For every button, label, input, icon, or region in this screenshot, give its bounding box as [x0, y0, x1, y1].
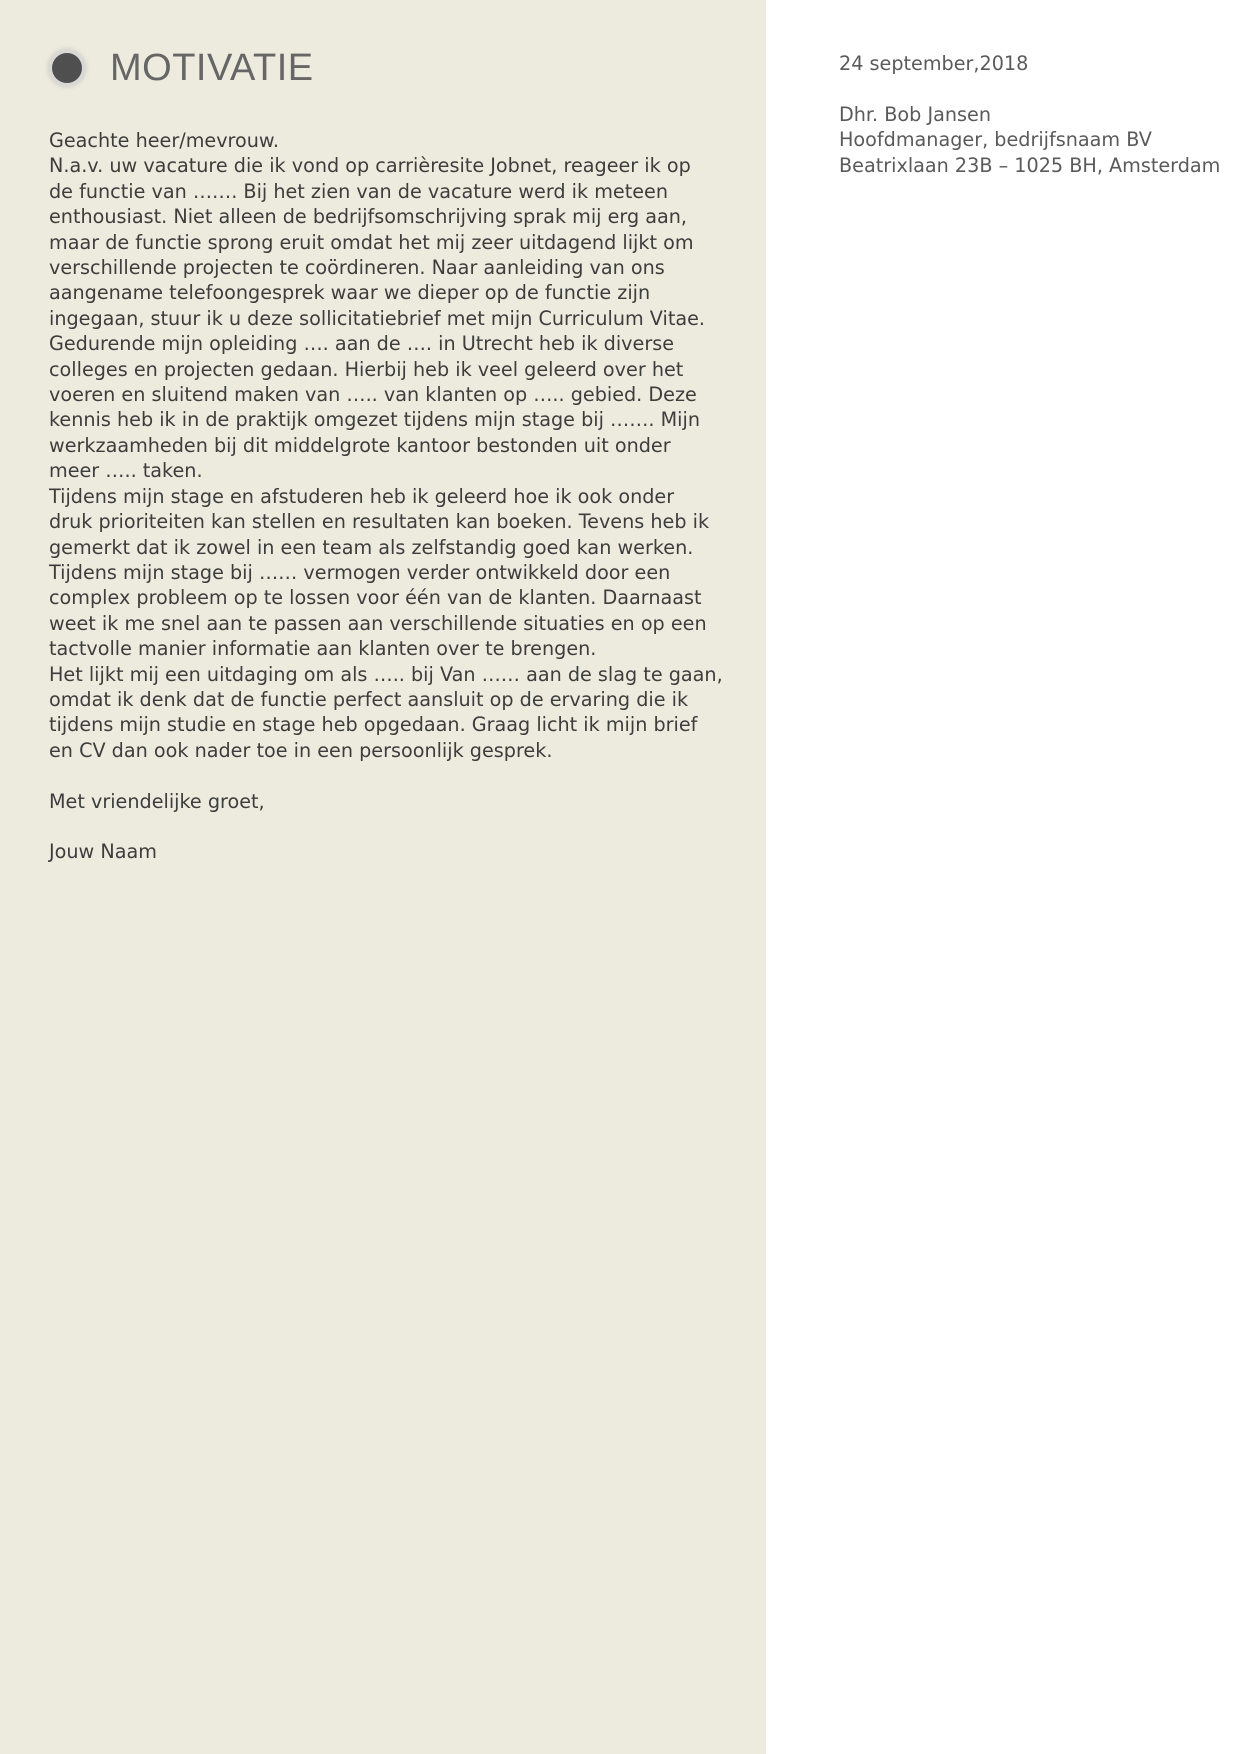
paragraph-2	[49, 484, 739, 662]
closing: Met vriendelijke groet,	[49, 789, 265, 813]
recipient-address: Beatrixlaan 23B – 1025 BH, Amsterdam	[839, 153, 1221, 177]
text-line: voeren en sluitend maken van ….. van klanten op ….. gebied. Deze	[49, 383, 697, 407]
text-line: ingegaan, stuur ik u deze sollicitatiebrief met mijn Curriculum Vitae.	[49, 306, 706, 330]
text-line: kennis heb ik in de praktijk omgezet tijdens mijn stage bij ……. Mijn	[49, 408, 700, 432]
spacer	[49, 763, 739, 788]
recipient-position: Hoofdmanager, bedrijfsnaam BV	[839, 128, 1152, 152]
text-line: N.a.v. uw vacature die ik vond op carrièresite Jobnet, reageer ik op	[49, 154, 691, 178]
header	[48, 44, 314, 92]
text-line: werkzaamheden bij dit middelgrote kantoor bestonden uit onder	[49, 433, 671, 457]
page-title: MOTIVATIE	[110, 47, 314, 89]
salutation: Geachte heer/mevrouw.	[49, 129, 279, 152]
text-line: gemerkt dat ik zowel in een team als zelfstandig goed kan werken.	[49, 535, 694, 559]
text-line: en CV dan ook nader toe in een persoonlijk gesprek.	[49, 738, 553, 762]
text-line: druk prioriteiten kan stellen en resultaten kan boeken. Tevens heb ik	[49, 510, 710, 534]
recipient-block	[839, 102, 1220, 178]
letter-date: 24 september,2018	[839, 52, 1029, 75]
text-line: omdat ik denk dat de functie perfect aansluit op de ervaring die ik	[49, 687, 689, 711]
letter-body	[49, 128, 739, 865]
signature: Jouw Naam	[49, 840, 157, 864]
right-panel	[766, 0, 1240, 1754]
text-line: maar de functie sprong eruit omdat het mij zeer uitdagend lijkt om	[49, 230, 694, 254]
text-line: Gedurende mijn opleiding …. aan de …. in Utrecht heb ik diverse	[49, 332, 675, 356]
text-line: complex probleem op te lossen voor één van de klanten. Daarnaast	[49, 586, 702, 610]
spacer	[49, 814, 739, 839]
text-line: tijdens mijn studie en stage heb opgedaan. Graag licht ik mijn brief	[49, 713, 698, 737]
text-line: Tijdens mijn stage en afstuderen heb ik geleerd hoe ik ook onder	[49, 484, 675, 508]
text-line: verschillende projecten te coördineren. Naar aanleiding van ons	[49, 256, 665, 280]
text-line: de functie van ……. Bij het zien van de vacature werd ik meteen	[49, 179, 668, 203]
text-line: meer ….. taken.	[49, 459, 203, 483]
text-line: Het lijkt mij een uitdaging om als ….. bij Van …… aan de slag te gaan,	[49, 662, 723, 686]
filled-circle-icon	[52, 53, 82, 83]
text-line: tactvolle manier informatie aan klanten over te brengen.	[49, 637, 597, 661]
text-line: weet ik me snel aan te passen aan verschillende situaties en op een	[49, 611, 707, 635]
text-line: colleges en projecten gedaan. Hierbij heb ik veel geleerd over het	[49, 357, 684, 381]
paragraph-1	[49, 153, 739, 483]
paragraph-3	[49, 662, 739, 764]
recipient-name: Dhr. Bob Jansen	[839, 103, 991, 126]
text-line: Tijdens mijn stage bij …… vermogen verder ontwikkeld door een	[49, 560, 671, 584]
text-line: enthousiast. Niet alleen de bedrijfsomschrijving sprak mij erg aan,	[49, 205, 688, 229]
text-line: aangename telefoongesprek waar we dieper op de functie zijn	[49, 281, 651, 305]
